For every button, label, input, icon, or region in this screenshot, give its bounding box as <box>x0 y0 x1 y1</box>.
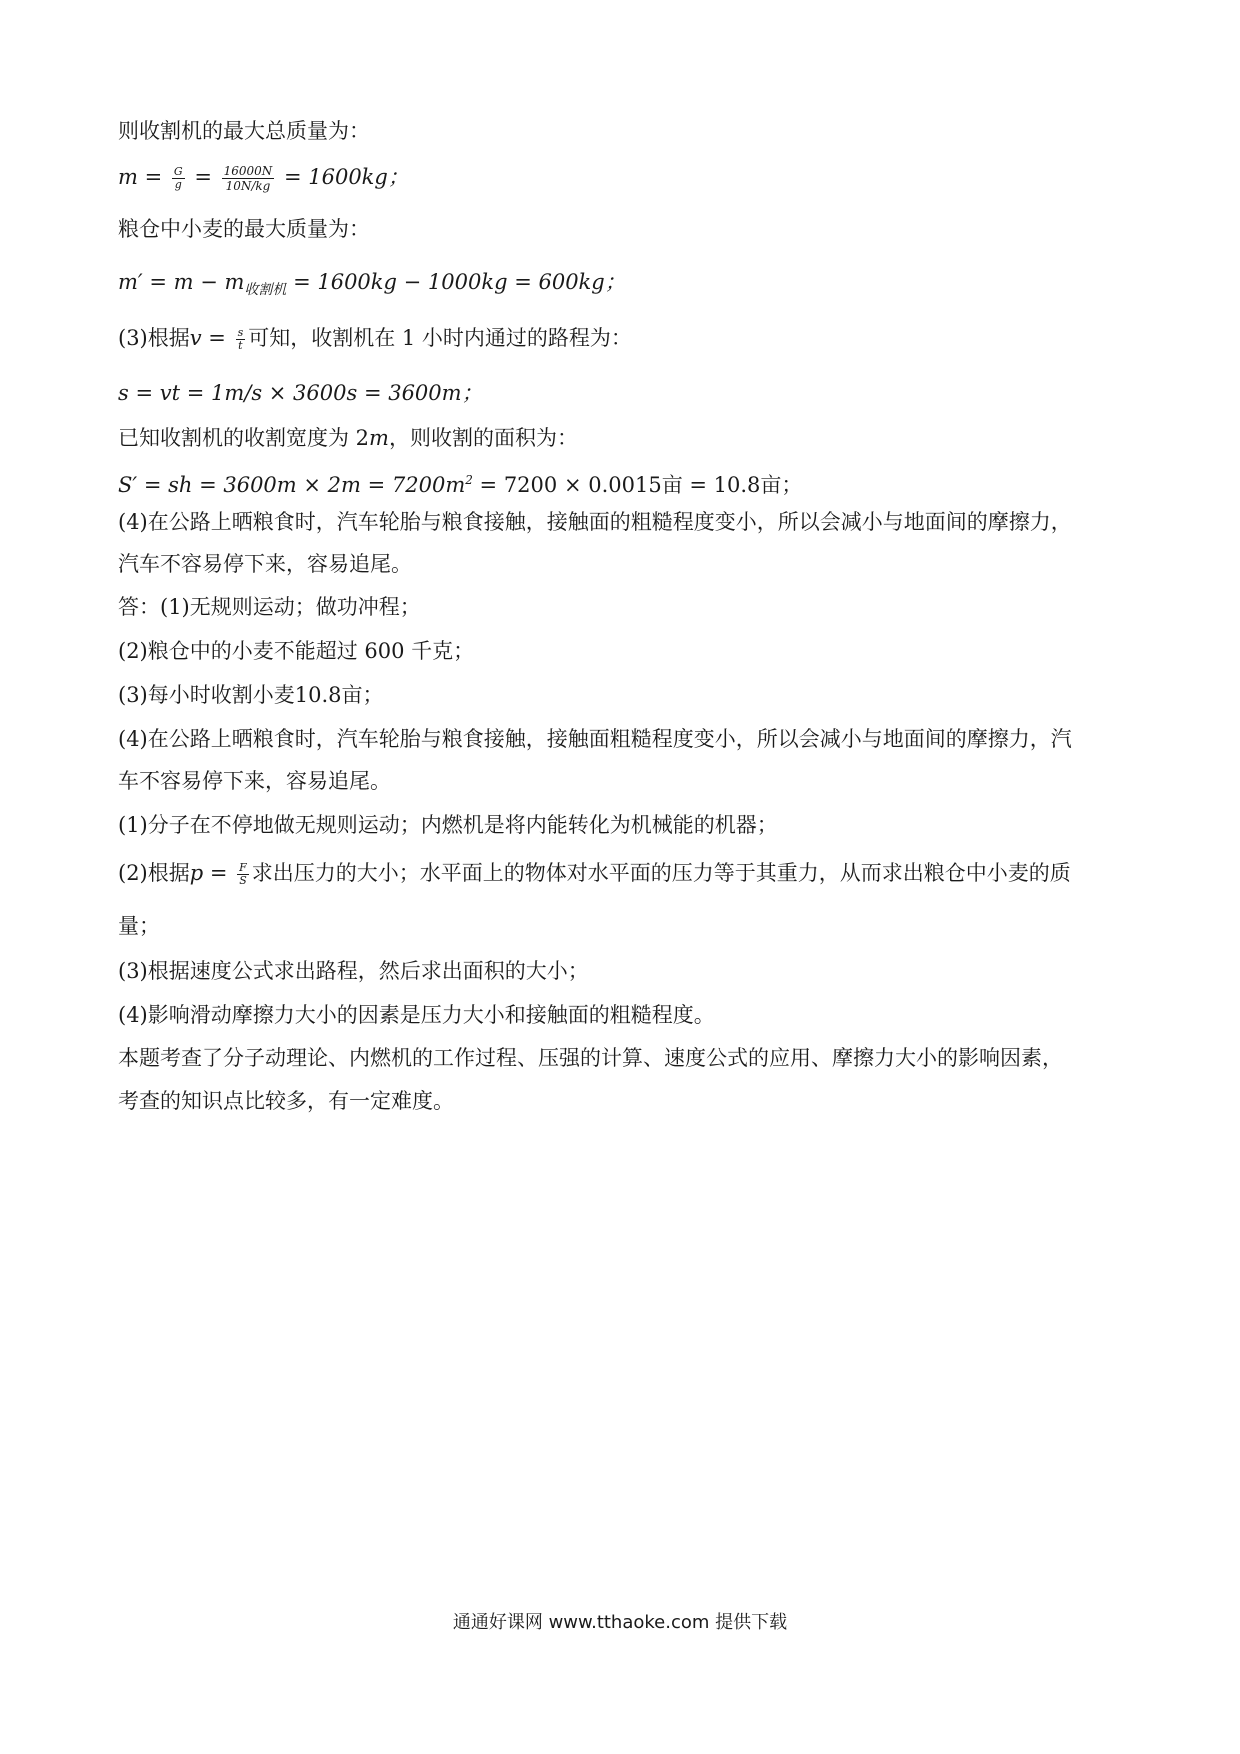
text-part: ，则收割的面积为： <box>388 426 578 450</box>
formula-part: = <box>187 165 219 189</box>
text-line: (1)分子在不停地做无规则运动；内燃机是将内能转化为机械能的机器； <box>118 813 778 837</box>
text-line: (3)根据速度公式求出路程，然后求出面积的大小； <box>118 959 589 983</box>
formula-part: m′ = m − m <box>118 270 245 294</box>
fraction-denominator: t <box>238 339 243 352</box>
text-line: 则收割机的最大总质量为： <box>118 119 370 143</box>
fraction-numerator: G <box>173 165 183 178</box>
formula-part: v = <box>189 326 233 350</box>
formula-distance: s = vt = 1m/s × 3600s = 3600m； <box>118 381 483 405</box>
fraction <box>172 166 185 191</box>
fraction-denominator: 10N/kg <box>225 179 271 193</box>
text-line: 量； <box>118 914 160 938</box>
text-line: (4)在公路上晒粮食时，汽车轮胎与粮食接触，接触面的粗糙程度变小，所以会减小与地面间的摩擦力， <box>118 510 1072 534</box>
text-line: (4)在公路上晒粮食时，汽车轮胎与粮食接触，接触面粗糙程度变小，所以会减小与地面间的摩擦力，汽 <box>118 727 1072 751</box>
formula-mass <box>118 162 409 193</box>
fraction-denominator: S <box>239 874 247 887</box>
subscript: 收割机 <box>244 282 287 299</box>
fraction <box>236 327 246 352</box>
fraction-numerator: s <box>237 326 244 339</box>
text-line: 粮仓中小麦的最大质量为： <box>118 217 370 241</box>
text-line: 车不容易停下来，容易追尾。 <box>118 769 391 793</box>
page-footer: 通通好课网 www.tthaoke.com 提供下载 <box>452 1612 788 1633</box>
formula-part: = 1600kg； <box>277 165 409 189</box>
formula-part: S′ = sh = 3600m × 2m = 7200m <box>118 473 466 497</box>
text-line: 考查的知识点比较多，有一定难度。 <box>118 1089 454 1113</box>
fraction-denominator: g <box>174 178 182 191</box>
text-line: 本题考查了分子动理论、内燃机的工作过程、压强的计算、速度公式的应用、摩擦力大小的影响因素， <box>118 1046 1063 1070</box>
text-part: 求出压力的大小；水平面上的物体对水平面的压力等于其重力，从而求出粮仓中小麦的质 <box>251 861 1071 885</box>
text-line: 答：(1)无规则运动；做功冲程； <box>118 595 421 619</box>
text-line-width <box>118 423 578 453</box>
formula-part: p = <box>189 861 235 885</box>
formula-part: m = <box>118 165 169 189</box>
text-part: 已知收割机的收割宽度为 2 <box>118 426 370 450</box>
formula-part: = 1600kg − 1000kg = 600kg； <box>286 270 626 294</box>
fraction <box>237 862 249 887</box>
fraction-numerator: 16000N <box>223 164 273 178</box>
text-part: 可知，收割机在 1 小时内通过的路程为： <box>248 326 632 350</box>
text-line-velocity <box>118 323 632 353</box>
formula-part: = 7200 × 0.0015亩 = 10.8亩； <box>472 473 803 497</box>
unit: m <box>369 426 389 450</box>
text-part: (2)根据 <box>118 861 190 885</box>
fraction <box>222 164 275 193</box>
formula-area <box>118 465 802 500</box>
superscript: 2 <box>465 473 473 487</box>
formula-wheat-mass <box>118 267 626 305</box>
text-line: (3)每小时收割小麦10.8亩； <box>118 683 384 707</box>
text-line: (2)粮仓中的小麦不能超过 600 千克； <box>118 639 475 663</box>
text-line: 汽车不容易停下来，容易追尾。 <box>118 552 412 576</box>
text-line-pressure <box>118 858 1071 888</box>
text-line: (4)影响滑动摩擦力大小的因素是压力大小和接触面的粗糙程度。 <box>118 1003 715 1027</box>
text-part: (3)根据 <box>118 326 190 350</box>
fraction-numerator: F <box>239 861 247 874</box>
